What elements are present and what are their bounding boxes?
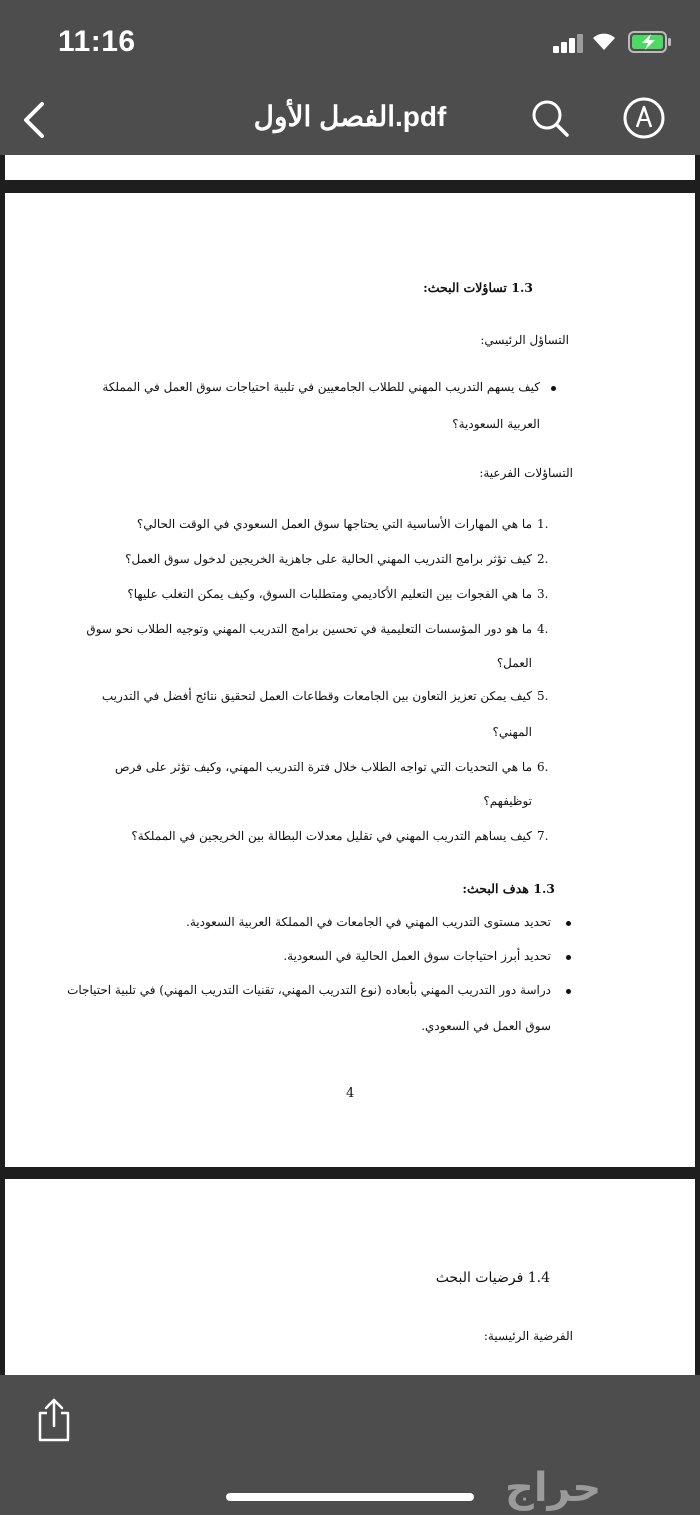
sub-question-6-line-2: توظيفهم؟ (483, 794, 532, 808)
battery-charging-icon (628, 30, 672, 54)
home-indicator[interactable] (226, 1493, 474, 1501)
questions-heading: 1.3 تساؤلات البحث: (423, 280, 533, 295)
sub-question-6-line-1: ما هي التحديات التي تواجه الطلاب خلال فترة التدريب المهني، وكيف تؤثر على فرص (115, 760, 532, 774)
bullet (551, 386, 556, 391)
top-bar (0, 0, 700, 155)
search-icon[interactable] (530, 98, 570, 138)
sub-question-5-line-2: المهني؟ (492, 725, 532, 739)
status-time: 11:16 (58, 25, 136, 58)
goal-3-line-1: دراسة دور التدريب المهني بأبعاده (نوع التدريب المهني، تقنيات التدريب المهني) في تلبية احتياجات (67, 983, 551, 997)
sub-questions-label: التساؤلات الفرعية: (479, 466, 573, 480)
sub-question-number: 6. (537, 760, 549, 774)
bottom-toolbar (0, 1375, 700, 1515)
goal-2: تحديد أبرز احتياجات سوق العمل الحالية في السعودية. (283, 949, 551, 963)
sub-question-1: ما هي المهارات الأساسية التي يحتاجها سوق العمل السعودي في الوقت الحالي؟ (136, 517, 532, 531)
sub-question-number: 4. (537, 622, 549, 636)
sub-question-number: 2. (537, 552, 549, 566)
main-question-line-1: كيف يسهم التدريب المهني للطلاب الجامعيين في تلبية احتياجات سوق العمل في المملكة (102, 380, 540, 394)
page-number: 4 (346, 1086, 355, 1101)
sub-question-number: 7. (537, 829, 549, 843)
bullet (566, 955, 571, 960)
main-question-line-2: العربية السعودية؟ (452, 417, 540, 431)
pdf-page-4 (5, 193, 695, 1167)
sub-question-4-line-1: ما هو دور المؤسسات التعليمية في تحسين برامج التدريب المهني وتوجيه الطلاب نحو سوق (86, 622, 532, 636)
previous-page (5, 155, 695, 180)
main-hypothesis-label: الفرضية الرئيسية: (483, 1329, 573, 1343)
sub-question-number: 3. (537, 587, 549, 601)
watermark-logo: حراج (505, 1465, 602, 1511)
bullet (566, 921, 571, 926)
goal-1: تحديد مستوى التدريب المهني في الجامعات في المملكة العربية السعودية. (186, 915, 551, 929)
cellular-signal-icon (553, 33, 583, 53)
sub-question-7: كيف يساهم التدريب المهني في تقليل معدلات البطالة بين الخريجين في المملكة؟ (131, 829, 532, 843)
pdf-page-5 (5, 1179, 695, 1375)
sub-question-number: 1. (537, 517, 549, 531)
bullet (566, 989, 571, 994)
sub-question-2: كيف تؤثر برامج التدريب المهني الحالية على جاهزية الخريجين لدخول سوق العمل؟ (125, 552, 532, 566)
pdf-viewer[interactable] (0, 155, 700, 1375)
document-title: الفصل الأول.pdf (253, 101, 447, 132)
wifi-icon (590, 28, 618, 52)
hypotheses-heading: 1.4 فرضيات البحث (435, 1270, 550, 1286)
sub-question-4-line-2: العمل؟ (496, 656, 532, 670)
back-chevron-icon[interactable] (18, 100, 52, 140)
goal-3-line-2: سوق العمل في السعودي. (421, 1019, 551, 1033)
goal-heading: 1.3 هدف البحث: (462, 881, 555, 896)
sub-question-3: ما هي الفجوات بين التعليم الأكاديمي ومتطلبات السوق، وكيف يمكن التغلب عليها؟ (127, 587, 532, 601)
markup-pen-icon[interactable] (622, 96, 666, 140)
sub-question-number: 5. (537, 689, 549, 703)
main-question-label: التساؤل الرئيسي: (480, 333, 569, 347)
sub-question-5-line-1: كيف يمكن تعزيز التعاون بين الجامعات وقطاعات العمل لتحقيق نتائج أفضل في التدريب (101, 689, 532, 703)
share-icon[interactable] (35, 1397, 73, 1443)
